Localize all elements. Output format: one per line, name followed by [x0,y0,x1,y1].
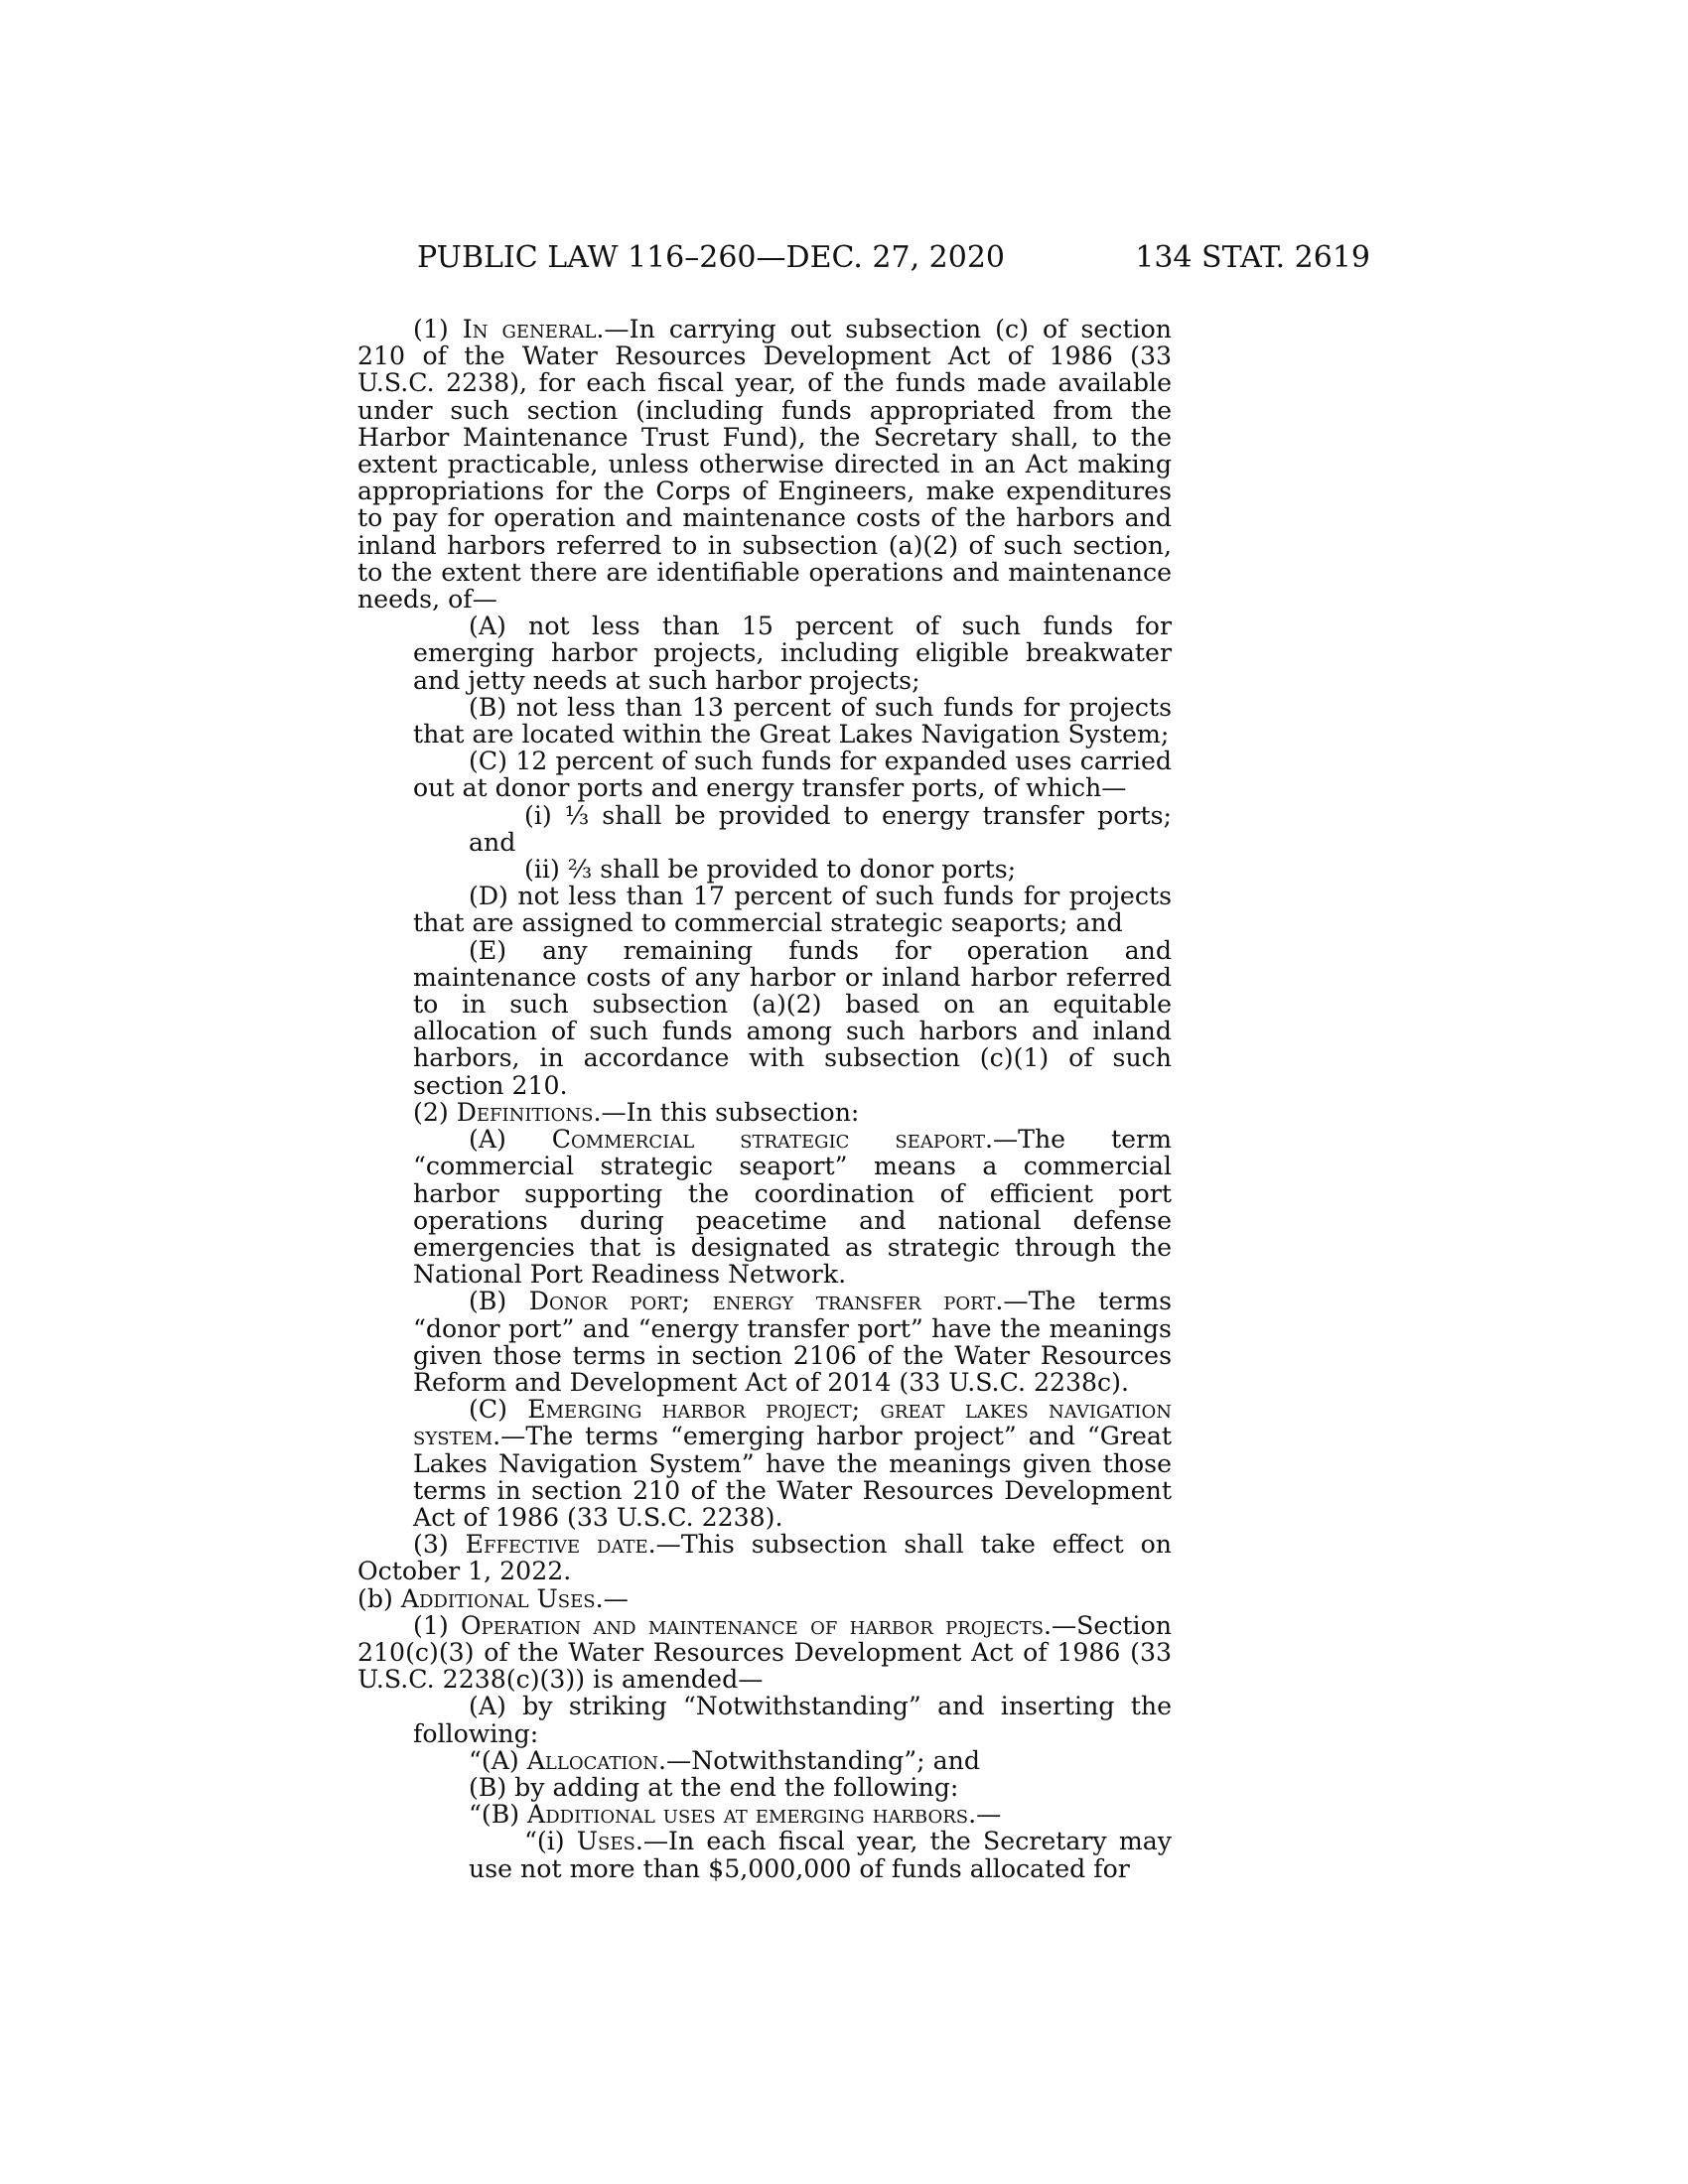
paragraph [357,1288,1172,1396]
paragraph-text: (D) not less than 17 percent of such funds for projects that are assigned to commercial strategic seaports; and [413,882,1172,938]
paragraph-text: (A) by striking “Notwithstanding” and inserting the following: [413,1692,1172,1748]
paragraph [357,748,1172,801]
paragraph [357,1099,1172,1126]
paragraph [357,1774,1172,1801]
paragraph-text: .—In this subsection: [593,1097,860,1127]
paragraph [357,316,1172,613]
paragraph-text: .— [968,1800,1002,1830]
public-law-citation: PUBLIC LAW 116–260—DEC. 27, 2020 [417,240,1006,275]
paragraph-heading: Additional uses at emerging harbors [527,1800,969,1830]
paragraph-designator: (B) [469,1287,529,1316]
running-header [417,238,1370,278]
paragraph-text: .—Notwithstanding”; and [658,1745,981,1775]
paragraph-heading: Uses [576,1827,635,1856]
paragraph-text: .— [595,1583,629,1613]
paragraph [357,1747,1172,1774]
paragraph [357,1126,1172,1288]
paragraph-designator: (C) [469,1395,528,1425]
paragraph [357,937,1172,1099]
paragraph-heading: Additional Uses [400,1583,596,1613]
paragraph-text: .—The terms “donor port” and “energy transfer port” have the meanings given those terms in section 2106 of the Water Resources Reform and Development Act of 2014 (33 U.S.C. 2238c). [413,1287,1173,1397]
paragraph [357,856,1172,883]
paragraph-heading: Emerging harbor project; great lakes navigation system [413,1395,1172,1451]
paragraph-heading: Commercial strategic seaport [551,1125,985,1155]
paragraph [357,1396,1172,1531]
paragraph-text: (A) not less than 15 percent of such funds for emerging harbor projects, including eligible breakwater and jetty needs at such harbor projects; [413,612,1172,695]
paragraph-text: (B) by adding at the end the following: [469,1772,959,1802]
paragraph-text: (C) 12 percent of such funds for expanded uses carried out at donor ports and energy transfer ports, of which— [413,747,1172,803]
paragraph-designator: (b) [357,1583,401,1613]
paragraph-heading: In general [462,315,597,343]
paragraph-designator: (1) [413,315,463,343]
paragraph-heading: Operation and maintenance of harbor projects [461,1610,1044,1640]
paragraph-heading: Allocation [526,1745,658,1775]
paragraph-designator: “(i) [524,1827,577,1856]
paragraph-text: .—The terms “emerging harbor project” and “Great Lakes Navigation System” have the meanings given those terms in section 210 of the Water Resources Development Act of 1986 (33 U.S.C. 2238). [413,1422,1172,1532]
paragraph-designator: “(A) [469,1745,527,1775]
paragraph-text: .—The term “commercial strategic seaport” means a commercial harbor supporting the coordination of efficient port operations during peacetime and national defense emergencies that is designated as strategic through the National Port Readiness Network. [413,1125,1172,1290]
paragraph [357,1693,1172,1746]
paragraph [357,1612,1172,1694]
statute-text [357,316,1172,1882]
paragraph [357,1828,1172,1881]
paragraph [357,694,1172,748]
paragraph-text: .—In each fiscal year, the Secretary may use not more than $5,000,000 of funds allocated for [469,1827,1172,1883]
paragraph [357,802,1172,856]
paragraph-designator: “(B) [469,1800,528,1830]
paragraph-designator: (A) [469,1125,552,1155]
paragraph [357,1585,1172,1612]
paragraph-designator: (1) [413,1610,461,1640]
paragraph-text: .—In carrying out subsection (c) of section 210 of the Water Resources Development Act of 1986 (33 U.S.C. 2238), for each fiscal year, of the funds made available under such section (including funds appropriated from the Harbor Maintenance Trust Fund), the Secretary shall, to the extent practicable, unless otherwise directed in an Act making appropriations for the Corps of Engineers, make expenditures to pay for operation and maintenance costs of the harbors and inland harbors referred to in subsection (a)(2) of such section, to the extent there are identifiable operations and maintenance needs, of— [357,315,1173,614]
paragraph-text: .—This subsection shall take effect on October 1, 2022. [357,1530,1173,1586]
paragraph [357,883,1172,936]
paragraph-designator: (2) [413,1097,457,1127]
paragraph-heading: Definitions [456,1097,594,1127]
paragraph [357,1801,1172,1828]
paragraph-text: (E) any remaining funds for operation and maintenance costs of any harbor or inland harbor referred to in such subsection (a)(2) based on an equitable allocation of such funds among such harbors and inland harbors, in accordance with subsection (c)(1) of such section 210. [413,935,1172,1100]
paragraph-text: (B) not less than 13 percent of such funds for projects that are located within the Great Lakes Navigation System; [413,692,1172,750]
paragraph-designator: (3) [413,1530,466,1560]
paragraph [357,613,1172,694]
paragraph-text: (ii) ⅔ shall be provided to donor ports; [524,855,1017,885]
paragraph-heading: Donor port; energy transfer port [528,1287,996,1316]
paragraph-text: .—Section 210(c)(3) of the Water Resources Development Act of 1986 (33 U.S.C. 2238(c)(3)) is amended— [357,1610,1172,1695]
paragraph [357,1531,1172,1584]
paragraph-text: (i) ⅓ shall be provided to energy transfer ports; and [469,800,1172,857]
paragraph-heading: Effective date [465,1530,648,1560]
statute-page-number: 134 STAT. 2619 [1135,240,1370,275]
